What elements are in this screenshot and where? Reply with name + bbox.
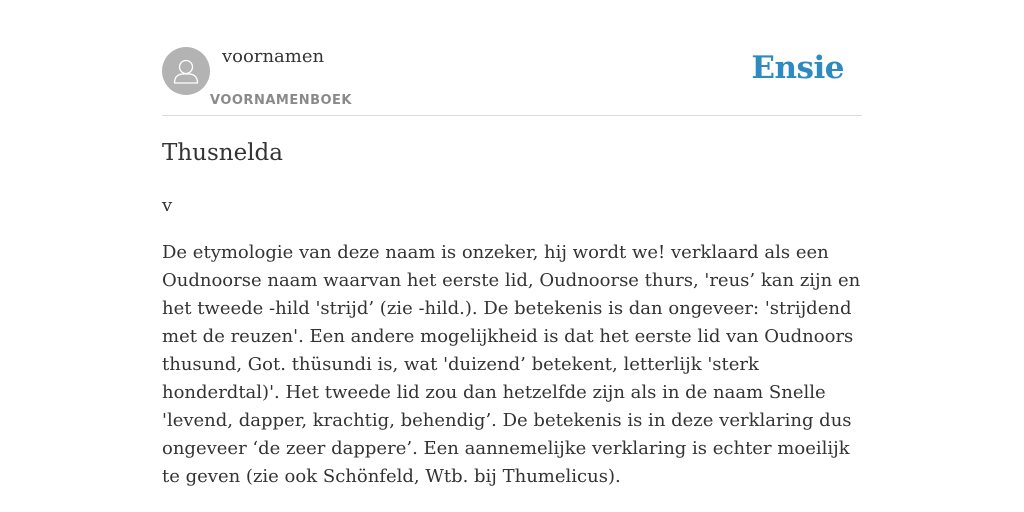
avatar[interactable] xyxy=(162,47,210,95)
page-container xyxy=(162,0,862,487)
entry-body-text: De etymologie van deze naam is onzeker, hij wordt we! verklaard als een Oudnoorse naam waarvan het eerste lid, Oudnoorse thurs, 'reus’ kan zijn en het tweede -hild 'strijd’ (zie -hild.). De betekenis is dan ongeveer: 'strijdend met de reuzen'. Een andere mogelijkheid is dat het eerste lid van Oudnoors thusund, Got. thüsundi is, wat 'duizend’ betekent, letterlijk 'sterk honderdtal)'. Het tweede lid zou dan hetzelfde zijn als in de naam Snelle 'levend, dapper, krachtig, behendig’. De betekenis is in deze verklaring dus ongeveer ‘de zeer dappere’. Een aannemelijke verklaring is echter moeilijk te geven (zie ook Schönfeld, Wtb. bij Thumelicus). xyxy=(162,242,861,487)
entry-title: Thusnelda xyxy=(162,140,283,166)
brand-logo[interactable]: Ensie xyxy=(751,50,844,86)
user-icon xyxy=(162,47,210,95)
book-label-link[interactable]: VOORNAMENBOEK xyxy=(210,93,352,108)
entry-gender: v xyxy=(162,195,173,216)
user-name-link[interactable]: voornamen xyxy=(222,46,325,67)
header xyxy=(162,0,862,116)
